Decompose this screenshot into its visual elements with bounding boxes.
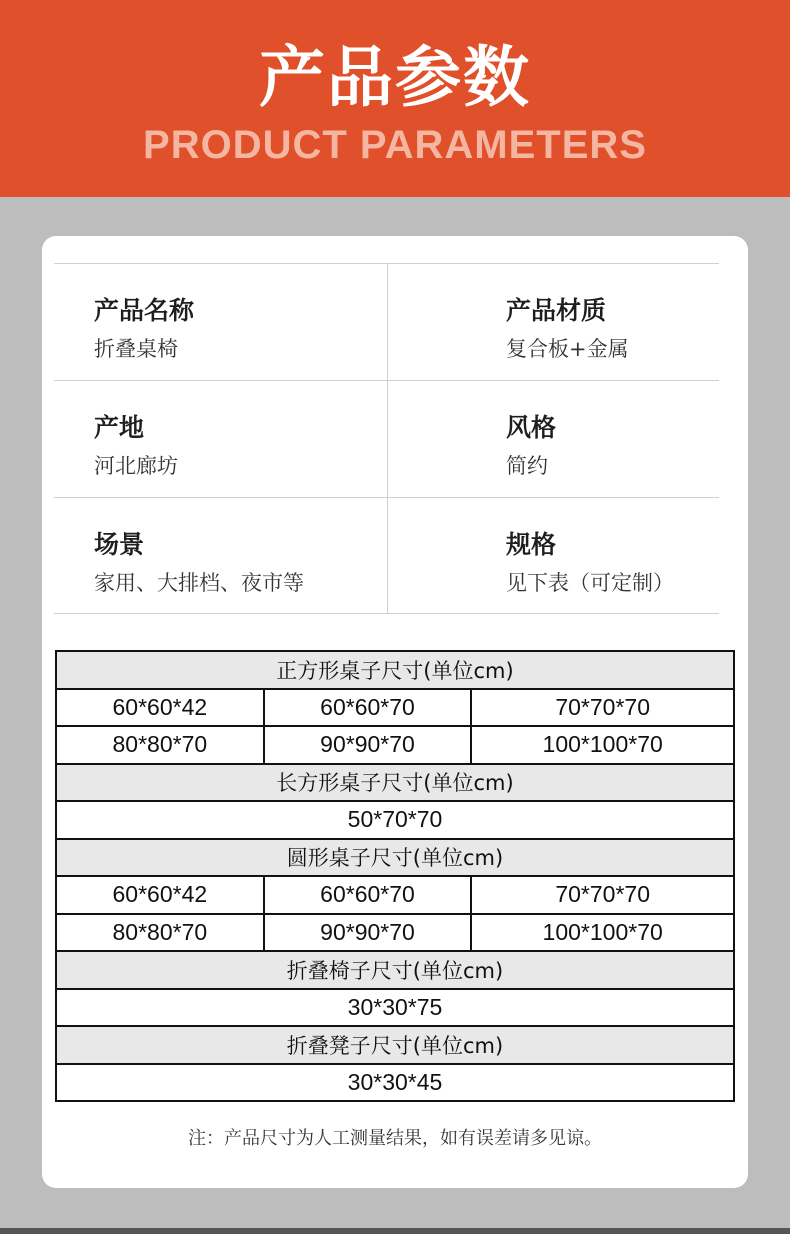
chair-table-heading: 折叠椅子尺寸(单位cm)	[56, 951, 734, 989]
table-heading-row	[56, 839, 734, 877]
table-row	[56, 876, 734, 914]
table-cell: 80*80*70	[56, 914, 264, 952]
column-divider	[387, 264, 388, 380]
table-heading-row	[56, 764, 734, 802]
table-heading-row	[56, 951, 734, 989]
param-value: 简约	[506, 454, 548, 478]
table-row	[56, 801, 734, 839]
page-subtitle: PRODUCT PARAMETERS	[143, 123, 647, 167]
table-cell: 90*90*70	[264, 914, 472, 952]
table-cell: 90*90*70	[264, 726, 472, 764]
table-cell: 30*30*75	[56, 989, 734, 1027]
table-cell: 60*60*70	[264, 876, 472, 914]
table-cell: 30*30*45	[56, 1064, 734, 1102]
param-label: 产品名称	[94, 296, 195, 325]
table-row	[56, 1064, 734, 1102]
param-label: 产品材质	[506, 296, 607, 325]
param-row	[54, 380, 719, 497]
param-value: 家用、大排档、夜市等	[94, 571, 304, 595]
table-cell: 50*70*70	[56, 801, 734, 839]
table-cell: 70*70*70	[471, 876, 734, 914]
param-spec	[506, 528, 674, 598]
table-cell: 100*100*70	[471, 914, 734, 952]
rect-table-heading: 长方形桌子尺寸(单位cm)	[56, 764, 734, 802]
param-label: 场景	[94, 530, 145, 559]
stool-table-heading: 折叠凳子尺寸(单位cm)	[56, 1026, 734, 1064]
table-cell: 60*60*42	[56, 876, 264, 914]
param-scene	[94, 528, 304, 598]
param-value: 见下表（可定制）	[506, 571, 674, 595]
measurement-note: 注：产品尺寸为人工测量结果，如有误差请多见谅。	[188, 1128, 602, 1149]
round-table-heading: 圆形桌子尺寸(单位cm)	[56, 839, 734, 877]
table-row	[56, 914, 734, 952]
column-divider	[387, 498, 388, 613]
column-divider	[387, 381, 388, 497]
param-label: 产地	[94, 413, 145, 442]
param-value: 河北廊坊	[94, 454, 178, 478]
table-heading-row	[56, 1026, 734, 1064]
table-row	[56, 726, 734, 764]
param-style	[506, 411, 556, 481]
param-value: 复合板+金属	[506, 337, 629, 361]
header-banner	[0, 0, 790, 197]
param-material	[506, 294, 629, 364]
param-origin	[94, 411, 178, 481]
table-row	[56, 689, 734, 727]
param-product-name	[94, 294, 194, 364]
table-cell: 80*80*70	[56, 726, 264, 764]
table-heading-row	[56, 651, 734, 689]
size-table	[55, 650, 735, 1102]
table-cell: 70*70*70	[471, 689, 734, 727]
param-label: 规格	[506, 530, 557, 559]
params-grid	[54, 263, 719, 614]
parameters-card	[42, 236, 748, 1188]
param-label: 风格	[506, 413, 557, 442]
param-row	[54, 263, 719, 380]
table-cell: 100*100*70	[471, 726, 734, 764]
page-title: 产品参数	[259, 39, 531, 116]
square-table-heading: 正方形桌子尺寸(单位cm)	[56, 651, 734, 689]
table-cell: 60*60*70	[264, 689, 472, 727]
param-row	[54, 497, 719, 614]
table-cell: 60*60*42	[56, 689, 264, 727]
table-row	[56, 989, 734, 1027]
param-value: 折叠桌椅	[94, 337, 178, 361]
footer-bar	[0, 1228, 790, 1234]
